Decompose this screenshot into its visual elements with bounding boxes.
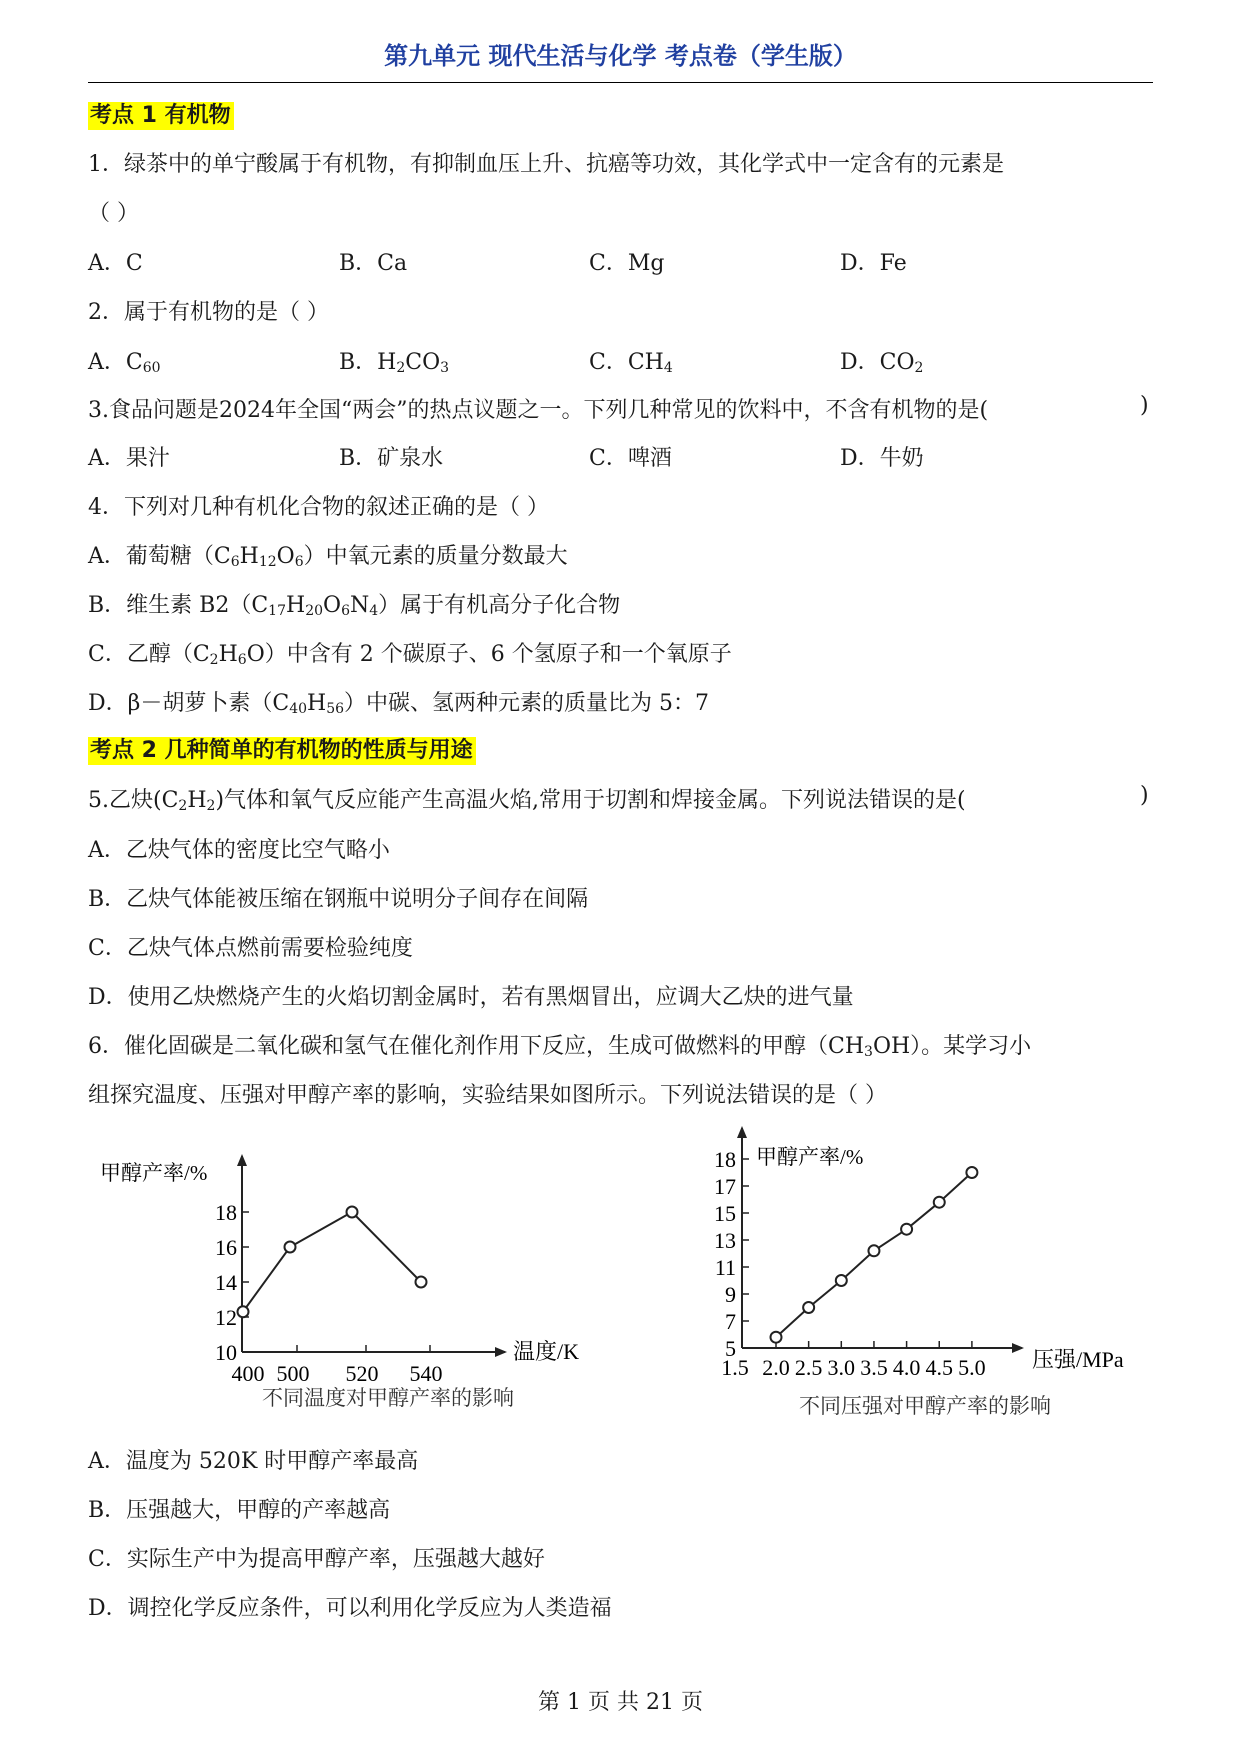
question-1-blank: （ ） (88, 201, 139, 226)
q3-option-b: B．矿泉水 (339, 446, 444, 471)
x-tick-label: 4.5 (925, 1355, 953, 1380)
q4-option-b: B．维生素 $B2(C_{17}H_{20}O_6N_4)$属于有机高分子化合物 (88, 593, 621, 619)
series-line (243, 1212, 421, 1312)
y-tick-label: 5 (725, 1336, 736, 1361)
q2-option-c: C．$CH_4$ (589, 350, 673, 376)
q6-option-c: C．实际生产中为提高甲醇产率，压强越大越好 (88, 1547, 545, 1572)
question-6-stem-line2: 组探究温度、压强对甲醇产率的影响，实验结果如图所示。下列说法错误的是（ ） (88, 1083, 887, 1108)
question-5-close: ) (1140, 783, 1149, 808)
pressure-chart (714, 1128, 1124, 1418)
question-1-stem: 1．绿茶中的单宁酸属于有机物，有抑制血压上升、抗癌等功效，其化学式中一定含有的元素是 (88, 152, 1005, 177)
page-number: 第 1 页 共 21 页 (538, 1690, 703, 1715)
question-2-stem: 2．属于有机物的是（ ） (88, 300, 329, 325)
q4-option-a: A．葡萄糖$(C_6H_{12}O_6)$中氧元素的质量分数最大 (88, 544, 568, 570)
x-axis-label: 温度/K (513, 1339, 580, 1364)
temperature-chart (100, 1156, 579, 1410)
data-point (771, 1332, 782, 1343)
y-tick-label: 16 (215, 1235, 237, 1260)
x-tick-label: 400 (231, 1361, 265, 1386)
q5-option-a: A．乙炔气体的密度比空气略小 (88, 838, 390, 863)
y-tick-label: 13 (714, 1228, 736, 1253)
data-point (934, 1197, 945, 1208)
y-tick-label: 15 (714, 1201, 736, 1226)
y-tick-label: 7 (725, 1309, 736, 1334)
question-3-close: ) (1140, 393, 1149, 418)
x-tick-label: 5.0 (958, 1355, 986, 1380)
x-tick-label: 2.5 (794, 1355, 823, 1380)
y-tick-label: 14 (215, 1270, 237, 1295)
section-heading-2: 考点 2 几种简单的有机物的性质与用途 (88, 733, 476, 764)
y-tick-label: 17 (714, 1174, 736, 1199)
question-5-stem: 5.乙炔$(C_2H_2)$气体和氧气反应能产生高温火焰,常用于切割和焊接金属。下列说法错误的是( (88, 788, 966, 814)
data-point (868, 1245, 879, 1256)
q3-option-a: A．果汁 (88, 446, 170, 471)
y-axis-label: 甲醇产率/% (756, 1145, 864, 1169)
q6-option-a: A．温度为 520K 时甲醇产率最高 (88, 1449, 419, 1474)
q6-option-d: D．调控化学反应条件，可以利用化学反应为人类造福 (88, 1596, 612, 1621)
y-tick-label: 18 (215, 1200, 237, 1225)
q4-option-d: D．β－胡萝卜素$(C_{40}H_{56})$中碳、氢两种元素的质量比为 5：7 (88, 691, 710, 717)
data-point (836, 1275, 847, 1286)
y-tick-label: 12 (215, 1305, 237, 1330)
question-6-stem-line1: 6．催化固碳是二氧化碳和氢气在催化剂作用下反应，生成可做燃料的甲醇$(CH_3OH)$。某学习小 (88, 1034, 1032, 1060)
q2-option-a: A．$C_{60}$ (88, 350, 161, 376)
q5-option-c: C．乙炔气体点燃前需要检验纯度 (88, 936, 413, 961)
q6-option-b: B．压强越大，甲醇的产率越高 (88, 1498, 391, 1523)
data-point (416, 1277, 427, 1288)
y-tick-label: 9 (725, 1282, 736, 1307)
chart-caption: 不同温度对甲醇产率的影响 (262, 1386, 514, 1410)
x-tick-label: 4.0 (892, 1355, 921, 1380)
data-point (347, 1207, 358, 1218)
q3-option-d: D．牛奶 (840, 446, 924, 471)
question-4-stem: 4．下列对几种有机化合物的叙述正确的是（ ） (88, 495, 549, 520)
q2-option-d: D．$CO_2$ (840, 350, 924, 376)
header-divider (88, 82, 1153, 83)
x-tick-label: 3.0 (827, 1355, 856, 1380)
y-tick-label: 10 (215, 1340, 237, 1365)
section-heading-1: 考点 1 有机物 (88, 98, 234, 129)
data-point (966, 1167, 977, 1178)
question-3-stem: 3.食品问题是2024年全国“两会”的热点议题之一。下列几种常见的饮料中，不含有机物的是( (88, 398, 989, 423)
page-title: 第九单元 现代生活与化学 考点卷（学生版） (384, 42, 857, 70)
data-point (238, 1306, 249, 1317)
x-tick-label: 1.5 (721, 1355, 749, 1380)
q1-option-c: C．Mg (589, 251, 665, 276)
q5-option-b: B．乙炔气体能被压缩在钢瓶中说明分子间存在间隔 (88, 887, 589, 912)
y-tick-label: 18 (714, 1147, 736, 1172)
x-tick-label: 520 (345, 1361, 379, 1386)
q2-option-b: B．$H_2CO_3$ (339, 350, 450, 376)
q1-option-d: D．Fe (840, 251, 907, 276)
figure-charts (0, 1120, 1241, 1440)
x-tick-label: 500 (276, 1361, 310, 1386)
q5-option-d: D．使用乙炔燃烧产生的火焰切割金属时，若有黑烟冒出，应调大乙炔的进气量 (88, 985, 854, 1010)
chart-caption: 不同压强对甲醇产率的影响 (799, 1394, 1051, 1418)
x-tick-label: 540 (409, 1361, 443, 1386)
data-point (285, 1242, 296, 1253)
q1-option-b: B．Ca (339, 251, 408, 276)
data-point (901, 1224, 912, 1235)
y-tick-label: 11 (714, 1255, 736, 1280)
q3-option-c: C．啤酒 (589, 446, 672, 471)
x-tick-label: 2.0 (762, 1355, 790, 1380)
x-tick-label: 3.5 (860, 1355, 888, 1380)
x-axis-label: 压强/MPa (1032, 1347, 1124, 1372)
y-axis-label: 甲醇产率/% (100, 1161, 208, 1185)
data-point (803, 1302, 814, 1313)
q1-option-a: A．C (88, 251, 143, 276)
q4-option-c: C．乙醇$(C_2H_6O)$中含有 2 个碳原子、6 个氢原子和一个氧原子 (88, 642, 732, 668)
